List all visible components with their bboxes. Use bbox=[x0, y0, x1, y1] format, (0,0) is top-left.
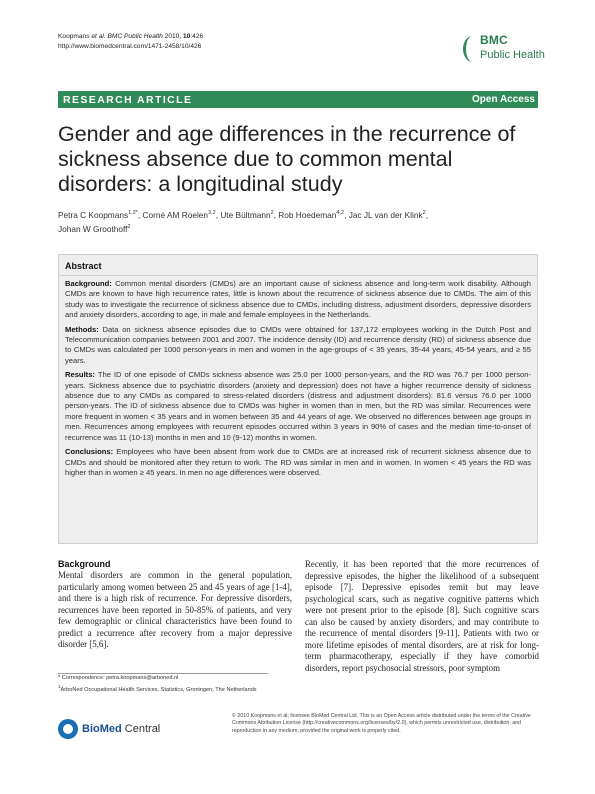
open-access-label: Open Access bbox=[472, 94, 535, 105]
author-list bbox=[58, 207, 528, 236]
author: Corné AM Roelen$^{3,2}$, bbox=[142, 209, 221, 220]
abstract-results: Results: The ID of one episode of CMDs sickness absence was 25.0 per 1000 person-years, and the RD was 76.7 per 1000 person-years. Sickness absence due to psychiatric disorders (anxiety and depression) does not have a higher recurrence density of sickness absence due to any CMDs as compared to stress-related disorders (distress and adjustment disorders): 81.6 versus 76.0 per 1000 person-years. The ID of sickness absence due to CMDs was higher in women than in men, but the RD was similar. Recurrences were more frequent in women < 35 years and in women between 35 and 44 years of age. We observed no differences between age groups in men. Recurrences among employees with recurrent episodes occurred within 3 years in 90% of cases and the median time-to-onset of recurrence was 11 (10-13) months in men and 10 (9-12) months in women. bbox=[65, 370, 531, 442]
section-heading-background: Background bbox=[58, 559, 111, 569]
abstract-divider bbox=[59, 275, 537, 276]
article-type-band bbox=[58, 91, 538, 108]
author: Petra C Koopmans$^{1,2*}$, bbox=[58, 209, 143, 220]
correspondence-note: * Correspondence: petra.koopmans@arboned.nl bbox=[58, 675, 179, 681]
body-column-left bbox=[58, 559, 292, 651]
abstract-body bbox=[65, 279, 531, 482]
publisher-logo bbox=[58, 717, 178, 743]
article-title: Gender and age differences in the recurrence of sickness absence due to common mental disorders: a longitudinal study bbox=[58, 122, 516, 196]
article-type-label: RESEARCH ARTICLE bbox=[63, 94, 193, 106]
biomed-circle-icon bbox=[58, 719, 78, 739]
journal-logo bbox=[455, 30, 545, 78]
article-url[interactable]: http://www.biomedcentral.com/1471-2458/10/426 bbox=[58, 42, 202, 50]
body-paragraph: Recently, it has been reported that the more recurrences of depressive episodes, the higher the likelihood of a subsequent episode [7]. Depressive episodes remit but may leave psychological scars, such as negative cognitive patterns which were not present prior to the episode [8]. Such cognitive scars can also be caused by anxiety disorders, and may contribute to the recurrence of mental disorders [9-11]. Patients with two or more lifetime episodes of mental disorders, are at risk for long-term pharmacotherapy, especially if they have comorbid disorders, report psychosocial stressors, poor symptom bbox=[305, 559, 539, 673]
footnotes bbox=[58, 675, 283, 694]
author: Ute Bültmann$^2$, bbox=[220, 209, 279, 220]
abstract-heading: Abstract bbox=[65, 261, 102, 271]
logo-bmc-text: BMC bbox=[480, 33, 508, 47]
affiliation-note: $^1$ArboNed Occupational Health Services, Statistics, Groningen, The Netherlands bbox=[58, 683, 257, 693]
logo-journal-text: Public Health bbox=[480, 49, 545, 61]
abstract-background: Background: Common mental disorders (CMDs) are an important cause of sickness absence and long-term work disability. Although CMDs are known to have high recurrence rates, little is known about the recurrence of sickness absence due to CMDs. The aim of this study was to investigate the recurrence of sickness absence due to CMDs, including distress, adjustment disorders, depressive disorders and anxiety disorders, according to age, in male and female employees in the Netherlands. bbox=[65, 279, 531, 320]
abstract-box bbox=[58, 254, 538, 544]
author: Jac JL van der Klink$^2$, bbox=[348, 209, 429, 220]
author: Rob Hoedeman$^{4,2}$, bbox=[278, 209, 349, 220]
abstract-conclusions: Conclusions: Employees who have been absent from work due to CMDs are at increased risk of recurrent sickness absence due to CMDs and should be monitored after they return to work. The RD was similar in men and in women. In women < 45 years the RD was higher than in women ≥ 45 years. In men no age differences were observed. bbox=[65, 447, 531, 477]
citation-header bbox=[58, 32, 203, 51]
footnote-divider bbox=[58, 673, 268, 674]
body-paragraph: Mental disorders are common in the general population, particularly among women between 25 and 45 years of age [1-4], and there is a high risk of recurrence. For depressive disorders, recurrences have been reported in 50-85% of patients, and very few demographic or clinical characteristics have been found to predict a recurrence after recovery from a major depressive disorder [5,6]. bbox=[58, 570, 292, 649]
body-column-right bbox=[305, 559, 539, 674]
license-text: © 2010 Koopmans et al; licensee BioMed Central Ltd. This is an Open Access article distributed under the terms of the Creative Commons Attribution License (http://creativecommons.org/licenses/by/2.0), which permits unrestricted use, distribution, and reproduction in any medium, provided the original work is properly cited. bbox=[232, 713, 531, 734]
author: Johan W Groothoff$^2$ bbox=[58, 224, 131, 235]
abstract-methods: Methods: Data on sickness absence episodes due to CMDs were obtained for 137,172 employees working in the Dutch Post and Telecommunication companies between 2001 and 2007. The incidence density (ID) and recurrence density (RD) of sickness absence due to CMDs was calculated per 1000 person-years in men and women in the age-groups of < 35 years, 35-44 years, 45-54 years, and ≥ 55 years. bbox=[65, 324, 531, 365]
citation-line: Koopmans et al. BMC Public Health 2010, 10:426 bbox=[58, 33, 204, 40]
publisher-name: BioMed Central bbox=[82, 723, 161, 735]
